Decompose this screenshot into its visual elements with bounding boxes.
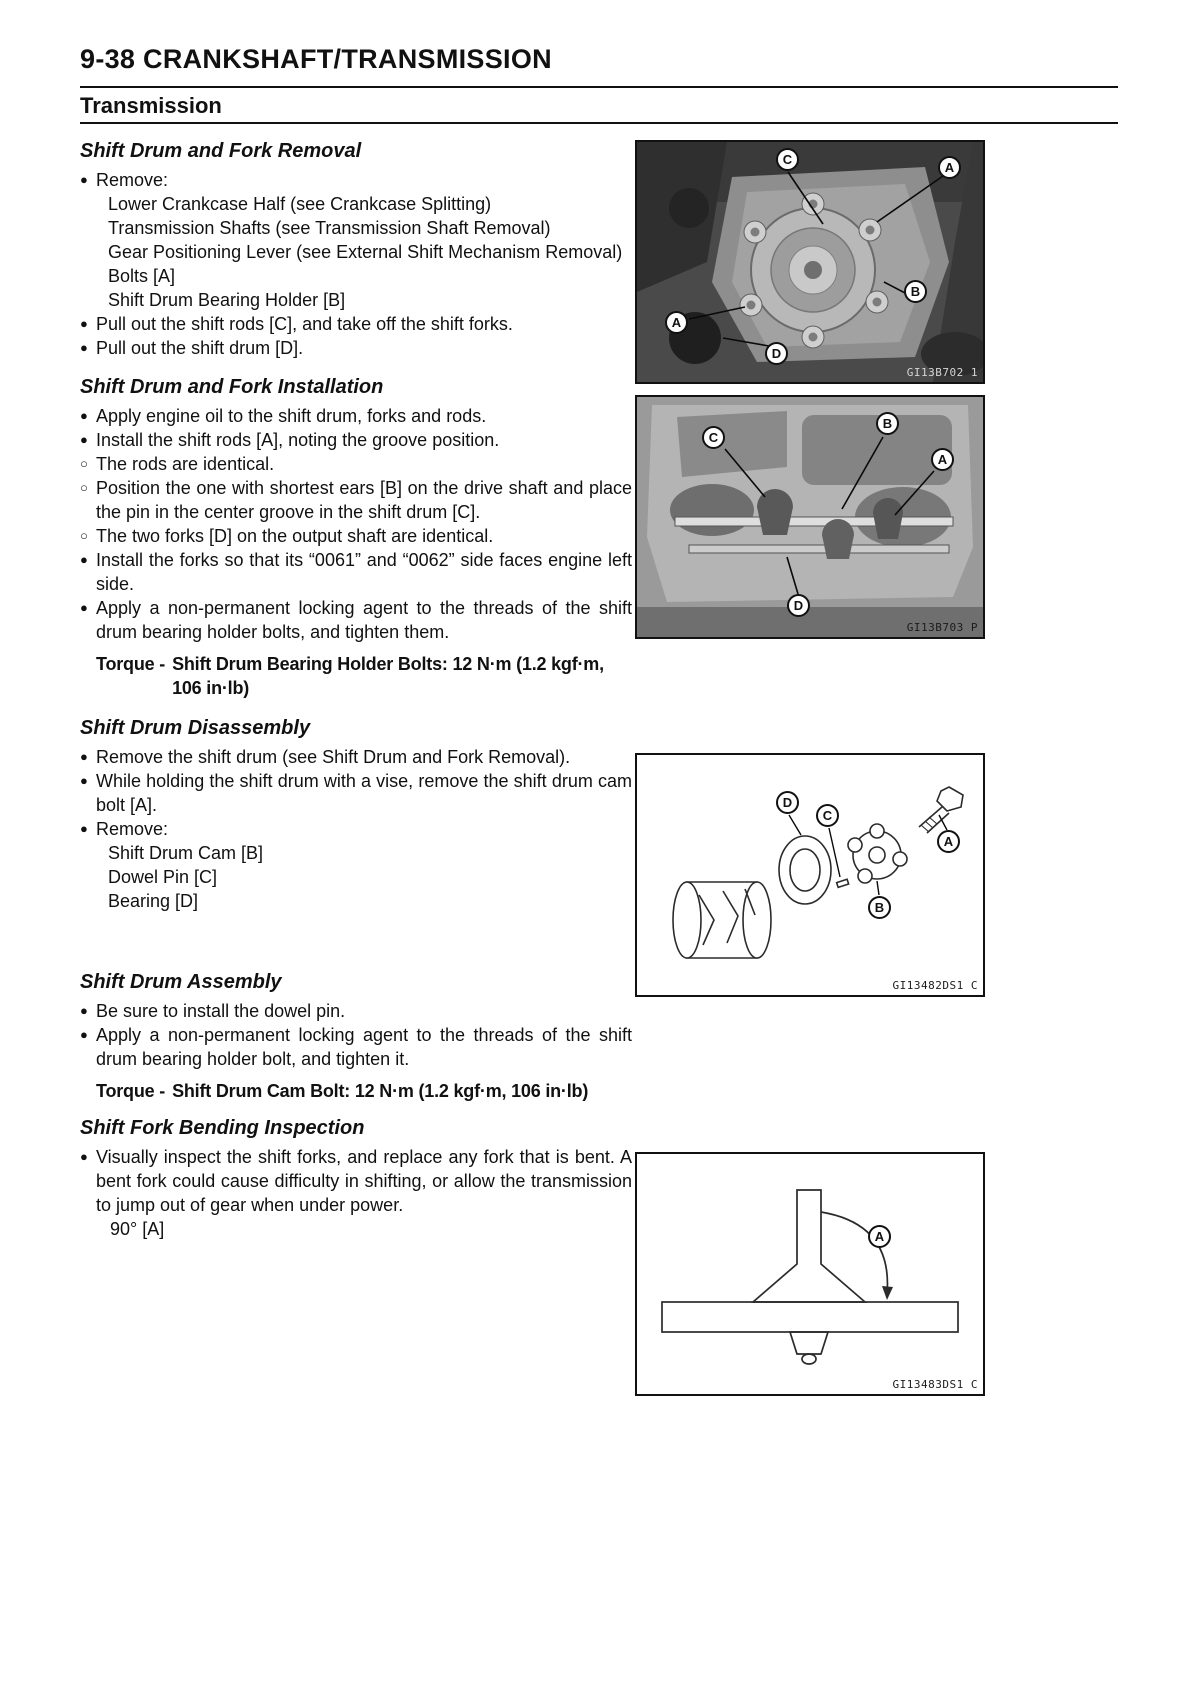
bullet-marker: ● (80, 773, 88, 788)
callout-a: A (937, 830, 960, 853)
note-text: Position the one with shortest ears [B] on the drive shaft and place the pin in the center groove in the shift drum [C]. (96, 478, 632, 522)
list-item: Transmission Shafts (see Transmission Shaft Removal) (108, 218, 551, 238)
remove-sublist (108, 841, 632, 913)
bullet-item (80, 404, 632, 428)
callout-a: A (931, 448, 954, 471)
bullet-marker: ● (80, 340, 88, 355)
bullet-item (80, 1023, 632, 1071)
note-text: The two forks [D] on the output shaft are identical. (96, 526, 494, 546)
list-item: Shift Drum Bearing Holder [B] (108, 290, 346, 310)
section-shift-drum-fork-removal (80, 140, 632, 360)
note-item (80, 476, 632, 524)
bullet-marker: ● (80, 172, 88, 187)
callout-c: C (776, 148, 799, 171)
section-title: Shift Drum and Fork Removal (80, 140, 362, 162)
bullet-text: Pull out the shift drum [D]. (96, 338, 304, 358)
callout-d: D (787, 594, 810, 617)
section-title: Shift Drum Assembly (80, 971, 282, 993)
figure-shift-drum-disassembly-diagram (635, 753, 985, 997)
bullet-item (80, 548, 632, 596)
callout-a: A (868, 1225, 891, 1248)
bullet-marker: ● (80, 432, 88, 447)
callout-b: B (876, 412, 899, 435)
crankcase-rods-photo-illustration (637, 397, 983, 637)
bullet-text: Apply engine oil to the shift drum, forks and rods. (96, 406, 487, 426)
bullet-text: Install the forks so that its “0061” and “0062” side faces engine left side. (96, 550, 632, 594)
bullet-item (80, 745, 632, 769)
list-item: Shift Drum Cam [B] (108, 843, 264, 863)
figure-code: GI13B702 1 (906, 366, 978, 379)
bullet-item (80, 168, 632, 192)
figure-code: GI13483DS1 C (892, 1378, 978, 1391)
section-title: Shift Drum Disassembly (80, 717, 311, 739)
torque-label: Torque - (96, 1081, 166, 1101)
note-marker: ○ (80, 480, 88, 495)
bullet-text: Install the shift rods [A], noting the groove position. (96, 430, 500, 450)
bullet-marker: ● (80, 749, 88, 764)
text-column (80, 140, 632, 1241)
angle-reference: 90° [A] (110, 1219, 165, 1239)
callout-d: D (776, 791, 799, 814)
callout-a: A (665, 311, 688, 334)
bullet-item (80, 769, 632, 817)
callout-b: B (904, 280, 927, 303)
chapter-title: Transmission (80, 93, 222, 118)
crankcase-photo-illustration (637, 142, 983, 382)
figure-code: GI13482DS1 C (892, 979, 978, 992)
figure-code: GI13B703 P (906, 621, 978, 634)
bullet-text: Be sure to install the dowel pin. (96, 1001, 346, 1021)
list-item: Bolts [A] (108, 266, 176, 286)
note-marker: ○ (80, 456, 88, 471)
bullet-text: Apply a non-permanent locking agent to the threads of the shift drum bearing holder bolts, and tighten them. (96, 598, 632, 642)
section-shift-fork-bending-inspection (80, 1117, 632, 1241)
shift-fork-drawing (637, 1154, 983, 1394)
header-rule (80, 86, 1118, 88)
callout-b: B (868, 896, 891, 919)
bullet-marker: ● (80, 552, 88, 567)
figure-shift-drum-removal-photo (635, 140, 985, 384)
bullet-item (80, 428, 632, 452)
shift-drum-exploded-drawing (637, 755, 983, 995)
bullet-marker: ● (80, 821, 88, 836)
section-shift-drum-assembly (80, 971, 632, 1103)
bullet-item (80, 817, 632, 841)
bullet-text: Remove: (96, 819, 169, 839)
bullet-marker: ● (80, 1003, 88, 1018)
bullet-text: Pull out the shift rods [C], and take off the shift forks. (96, 314, 513, 334)
bullet-item (80, 336, 632, 360)
callout-c: C (702, 426, 725, 449)
list-item: Gear Positioning Lever (see External Shift Mechanism Removal) (108, 242, 623, 262)
figure-shift-fork-bending-diagram (635, 1152, 985, 1396)
bullet-marker: ● (80, 1027, 88, 1042)
callout-d: D (765, 342, 788, 365)
bullet-marker: ● (80, 600, 88, 615)
torque-spec (96, 652, 632, 700)
bullet-marker: ● (80, 1149, 88, 1164)
note-item (80, 524, 632, 548)
list-item: Lower Crankcase Half (see Crankcase Splitting) (108, 194, 492, 214)
remove-sublist (108, 192, 632, 312)
note-item (80, 452, 632, 476)
section-title: Shift Drum and Fork Installation (80, 376, 384, 398)
bullet-text: Remove: (96, 170, 169, 190)
figure-shift-drum-installation-photo (635, 395, 985, 639)
list-item: Bearing [D] (108, 891, 199, 911)
callout-c: C (816, 804, 839, 827)
bullet-text: While holding the shift drum with a vise, remove the shift drum cam bolt [A]. (96, 771, 632, 815)
callout-a: A (938, 156, 961, 179)
torque-value: Shift Drum Bearing Holder Bolts: 12 N·m (1.2 kgf·m, 106 in·lb) (172, 654, 604, 698)
page-title: 9-38 CRANKSHAFT/TRANSMISSION (80, 44, 552, 74)
section-title: Shift Fork Bending Inspection (80, 1117, 365, 1139)
bullet-item (80, 596, 632, 644)
bullet-text: Apply a non-permanent locking agent to the threads of the shift drum bearing holder bolt, and tighten it. (96, 1025, 632, 1069)
section-shift-drum-fork-installation (80, 376, 632, 700)
bullet-marker: ● (80, 408, 88, 423)
bullet-item (80, 312, 632, 336)
torque-spec (96, 1079, 632, 1103)
chapter-rule (80, 122, 1118, 124)
bullet-item (80, 999, 632, 1023)
torque-label: Torque - (96, 654, 166, 674)
bullet-text: Visually inspect the shift forks, and replace any fork that is bent. A bent fork could cause difficulty in shifting, or allow the transmission to jump out of gear when under power. (96, 1147, 632, 1215)
bullet-marker: ● (80, 316, 88, 331)
section-shift-drum-disassembly (80, 717, 632, 913)
bullet-item (80, 1145, 632, 1217)
bullet-text: Remove the shift drum (see Shift Drum and Fork Removal). (96, 747, 571, 767)
list-item: Dowel Pin [C] (108, 867, 218, 887)
note-text: The rods are identical. (96, 454, 275, 474)
note-marker: ○ (80, 528, 88, 543)
torque-value: Shift Drum Cam Bolt: 12 N·m (1.2 kgf·m, 106 in·lb) (172, 1081, 589, 1101)
